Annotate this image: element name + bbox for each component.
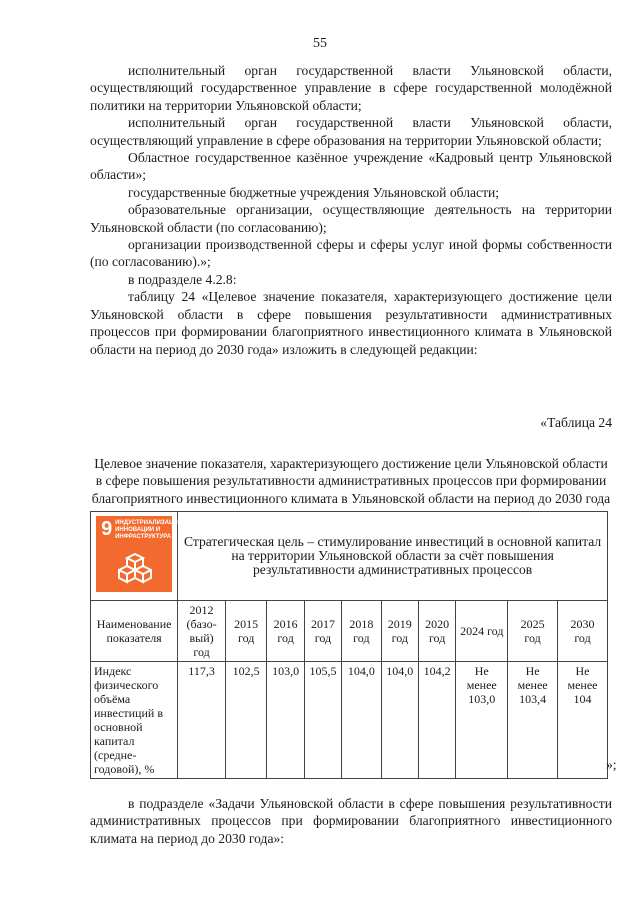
value-cell: 103,0	[267, 662, 304, 779]
header-year: 2018 год	[342, 601, 381, 662]
paragraph: в подразделе «Задачи Ульяновской области в сфере повышения результативности административных процессов при формировании благоприятного инвестиционного климата на период до 2030 года»:	[90, 796, 612, 846]
paragraph: организации производственной сферы и сферы услуг иной формы собственности (по согласованию).»;	[90, 237, 612, 270]
header-year: 2015 год	[225, 601, 267, 662]
header-year: 2019 год	[381, 601, 418, 662]
table-reference: «Таблица 24	[540, 415, 612, 430]
table-end-mark: »;	[606, 757, 617, 772]
header-name: Наименование показателя	[91, 601, 178, 662]
value-cell: Не менее 103,0	[456, 662, 508, 779]
table-ref-wrap	[90, 414, 612, 431]
header-year: 2012 (базо-вый) год	[178, 601, 226, 662]
cubes-icon	[118, 552, 152, 586]
value-cell: 104,0	[381, 662, 418, 779]
header-row	[91, 601, 608, 662]
sdg-number: 9	[101, 518, 113, 540]
header-year: 2016 год	[267, 601, 304, 662]
sdg-title: ИНДУСТРИАЛИЗАЦИЯ, ИННОВАЦИИ И ИНФРАСТРУКТУРА	[115, 520, 184, 540]
value-cell: 104,0	[342, 662, 381, 779]
sdg-cell	[91, 512, 184, 601]
body-text	[90, 62, 612, 358]
value-cell: 104,2	[418, 662, 455, 779]
header-year: 2017 год	[304, 601, 341, 662]
header-year: 2020 год	[418, 601, 455, 662]
table-row	[91, 662, 608, 779]
header-year: 2025 год	[508, 601, 558, 662]
header-year: 2024 год	[456, 601, 508, 662]
tail-text	[90, 795, 612, 847]
paragraph: Областное государственное казённое учреждение «Кадровый центр Ульяновской области»;	[90, 150, 612, 183]
sdg-badge	[96, 516, 184, 592]
value-cell: Не менее 103,4	[508, 662, 558, 779]
goal-row	[91, 512, 608, 601]
paragraph: государственные бюджетные учреждения Ульяновской области;	[128, 184, 500, 200]
header-year: 2030 год	[558, 601, 608, 662]
indicator-name: Индекс физического объёма инвестиций в основной капитал (средне-годовой), %	[91, 662, 178, 779]
paragraph: таблицу 24 «Целевое значение показателя, характеризующего достижение цели Ульяновской области в сфере повышения результативности административных процессов при формировании благоприятного инвестиционного климата в Ульяновской области на период до 2030 года» изложить в следующей редакции:	[90, 289, 612, 357]
paragraph: образовательные организации, осуществляющие деятельность на территории Ульяновской области (по согласованию);	[90, 202, 612, 235]
value-cell: 102,5	[225, 662, 267, 779]
indicator-table	[90, 511, 608, 779]
paragraph: в подразделе 4.2.8:	[128, 271, 237, 287]
paragraph: исполнительный орган государственной власти Ульяновской области, осуществляющий управление в сфере образования на территории Ульяновской области;	[90, 115, 612, 148]
value-cell: 105,5	[304, 662, 341, 779]
table-caption: Целевое значение показателя, характеризующего достижение цели Ульяновской области в сфере повышения результативности административных процессов при формировании благоприятного инвестиционного климата в Ульяновской области на период до 2030 года	[91, 456, 611, 506]
strategic-goal: Стратегическая цель – стимулирование инвестиций в основной капитал на территории Ульяновской области за счёт повышения результативности административных процессов	[178, 512, 608, 601]
page-number: 55	[313, 36, 327, 51]
value-cell: Не менее 104	[558, 662, 608, 779]
value-cell: 117,3	[178, 662, 226, 779]
paragraph: исполнительный орган государственной власти Ульяновской области, осуществляющий государственное управление в сфере государственной молодёжной политики на территории Ульяновской области;	[90, 63, 612, 113]
